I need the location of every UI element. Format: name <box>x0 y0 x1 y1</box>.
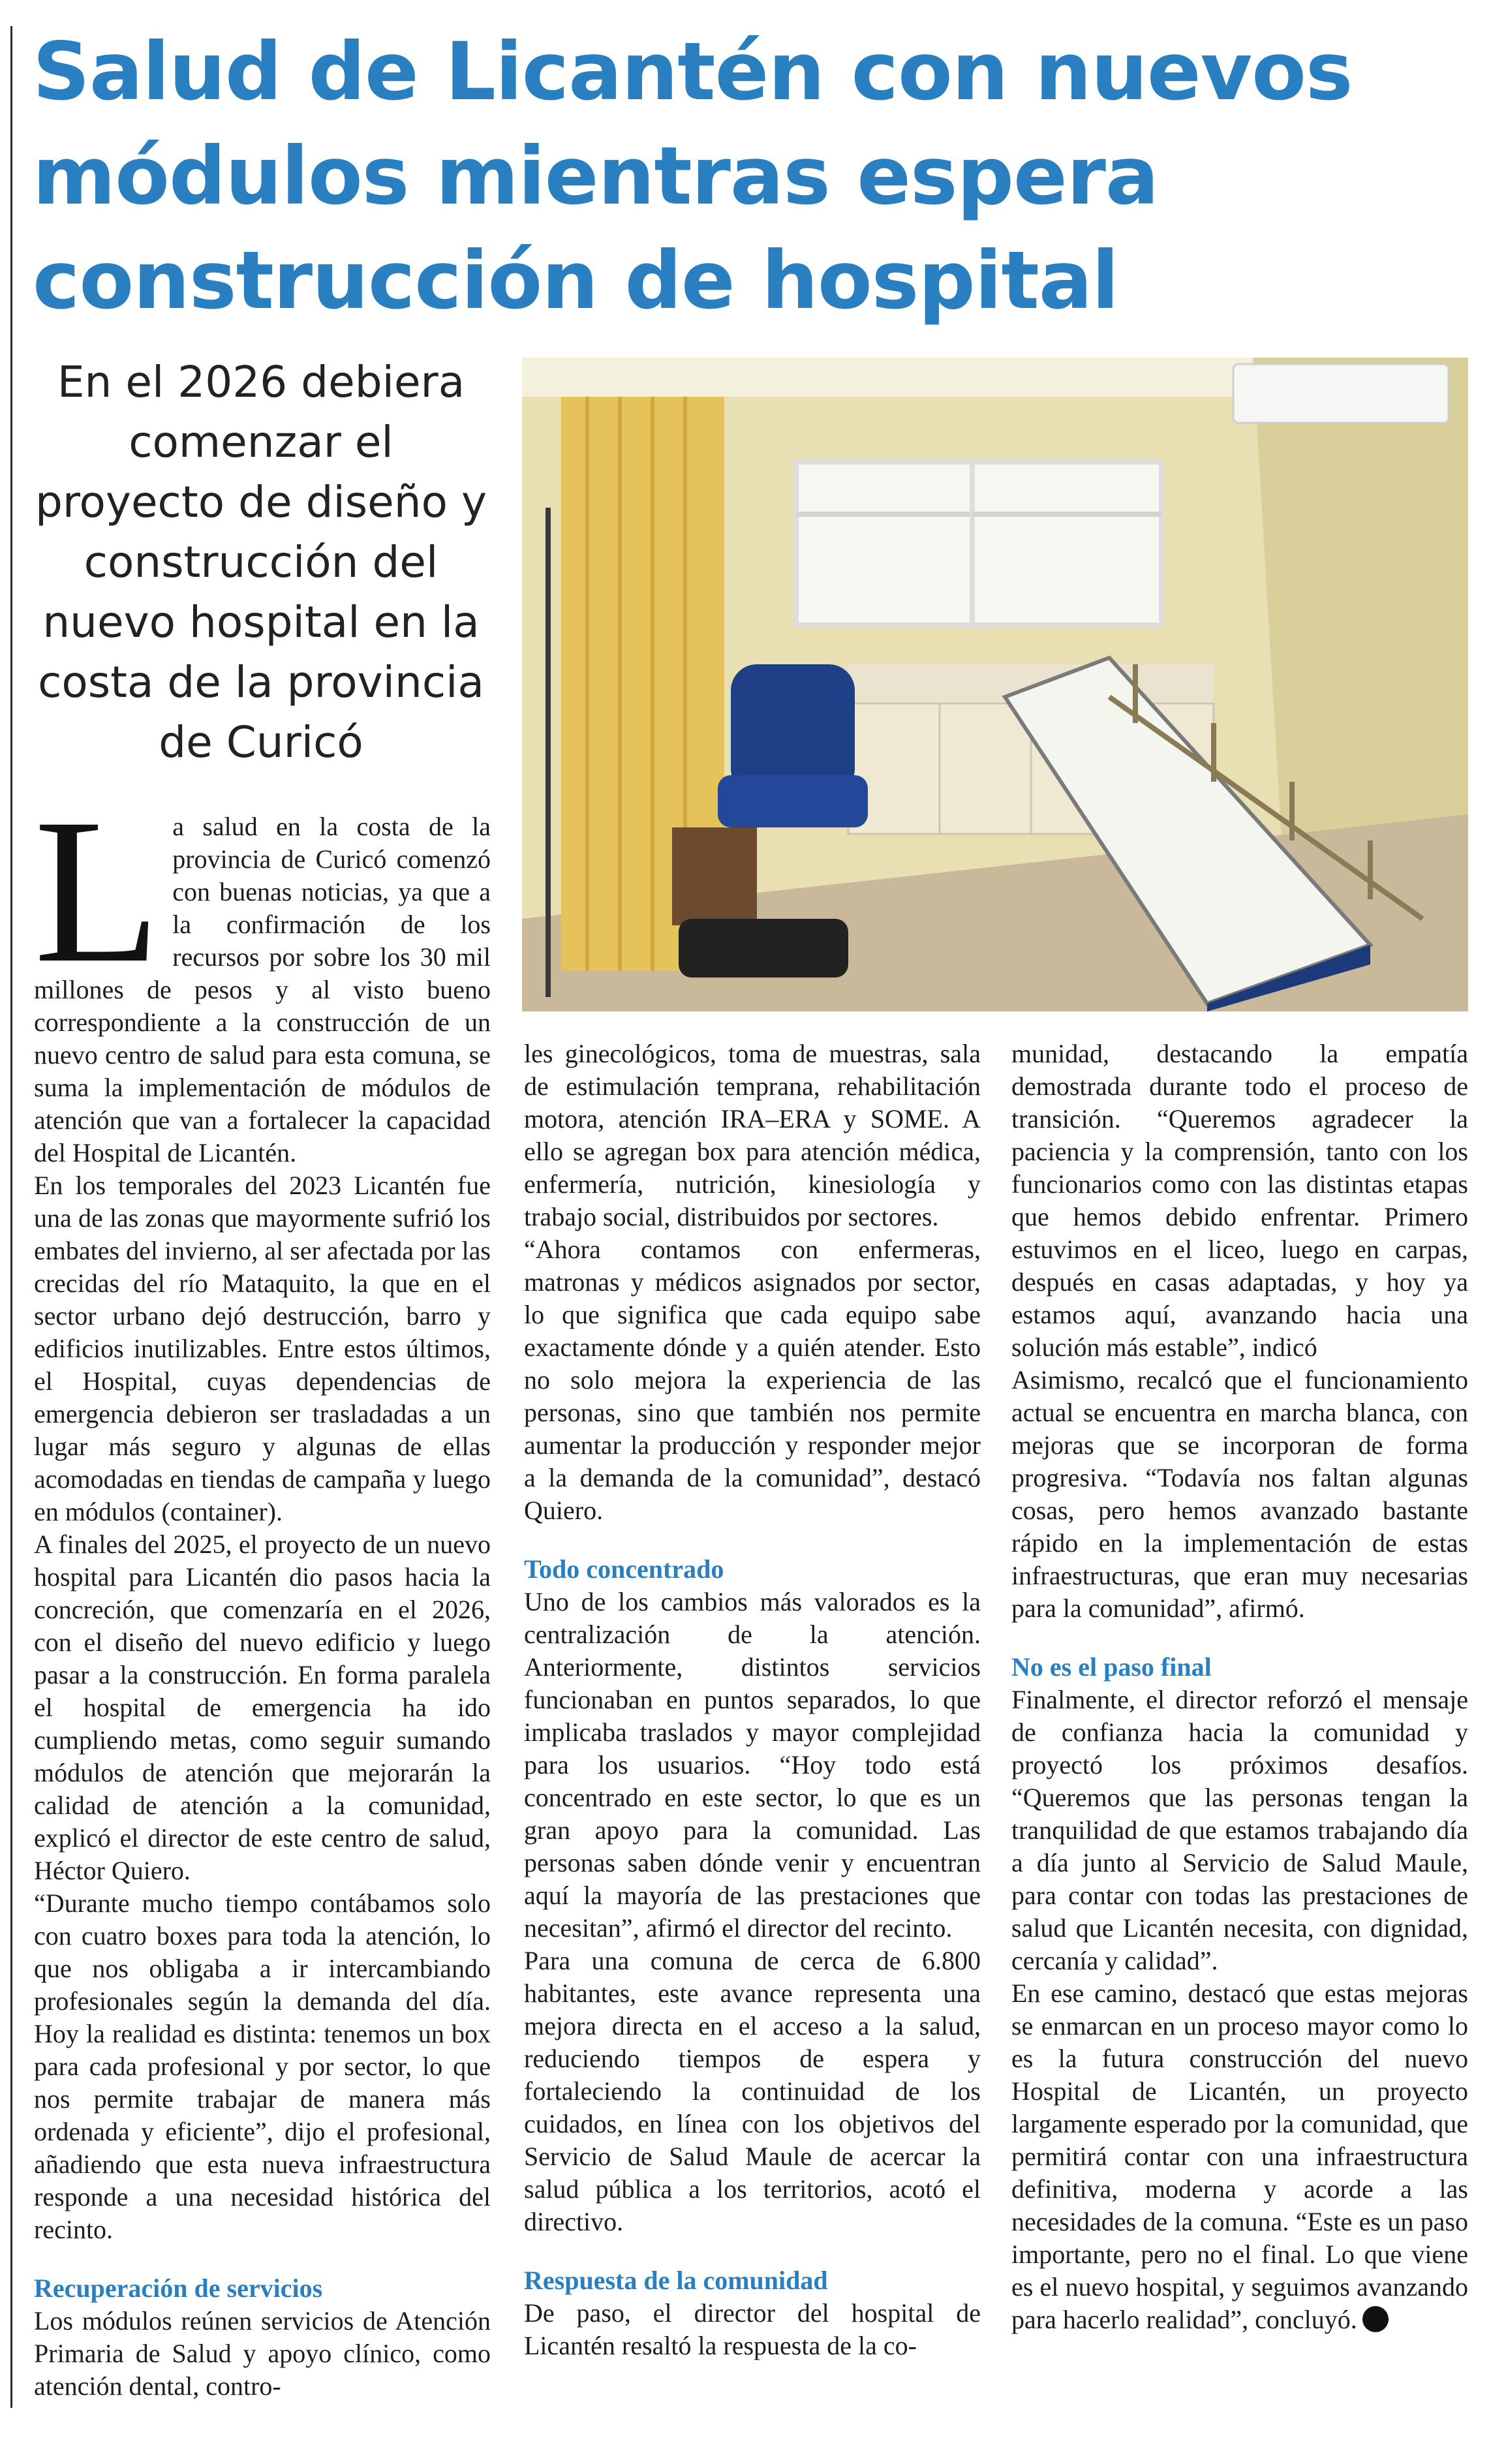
paragraph: munidad, destacando la empatía demostrada durante todo el proceso de transición. “Queremos agradecer la paciencia y la comprensión, tanto con los funcionarios como con las distintas etapas que hemos debido enfrentar. Primero estuvimos en el liceo, luego en carpas, después en casas adaptadas, y hoy ya estamos aquí, avanzando hacia una solución más estable”, indicó <box>1011 1039 1468 1362</box>
paragraph: les ginecológicos, toma de muestras, sala de estimulación temprana, rehabilitación motora, atención IRA–ERA y SOME. A ello se agregan box para atención médica, enfermería, nutrición, kinesiología y trabajo social, distribuidos por sectores. <box>524 1039 981 1231</box>
paragraph: En los temporales del 2023 Licantén fue una de las zonas que mayormente sufrió los embates del invierno, al ser afectada por las crecidas del río Mataquito, la que en el sector urbano dejó destrucción, barro y edificios inutilizables. Entre estos últimos, el Hospital, cuyas dependencias de emergencia debieron ser trasladadas a un lugar más seguro y algunas de ellas acomodadas en tiendas de campaña y luego en módulos (container). <box>34 1171 491 1526</box>
headline: Salud de Licantén con nuevos módulos mientras espera construcción de hospital <box>33 25 1353 327</box>
section-heading: No es el paso final <box>1011 1652 1212 1682</box>
paragraph: Los módulos reúnen servicios de Atención Primaria de Salud y apoyo clínico, como atención dental, contro- <box>34 2306 491 2401</box>
paragraph: “Ahora contamos con enfermeras, matronas y médicos asignados por sector, lo que significa que cada equipo sabe exactamente dónde y a quién atender. Esto no solo mejora la experiencia de las personas, sino que también nos permite aumentar la producción y responder mejor a la demanda de la comunidad”, destacó Quiero. <box>524 1235 981 1525</box>
section-heading: Recuperación de servicios <box>34 2273 323 2303</box>
clinic-room-illustration <box>522 358 1468 1011</box>
subheadline: En el 2026 debiera comenzar el proyecto de diseño y construcción del nuevo hospital en la costa de la provincia de Curicó <box>35 357 487 767</box>
article-column-2 <box>524 1038 981 2362</box>
section-heading: Todo concentrado <box>524 1554 724 1584</box>
paragraph: Finalmente, el director reforzó el mensaje de confianza hacia la comunidad y proyectó los próximos desafíos. “Queremos que las personas tengan la tranquilidad de que estamos trabajando día a día junto al Servicio de Salud Maule, para contar con todas las prestaciones de salud que Licantén necesita, con dignidad, cercanía y calidad”. <box>1011 1685 1468 1975</box>
article-column-1 <box>34 776 491 2403</box>
paragraph: De paso, el director del hospital de Licantén resaltó la respuesta de la co- <box>524 2298 981 2360</box>
paragraph: La salud en la costa de la provincia de Curicó comenzó con buenas noticias, ya que a la confirmación de los recursos por sobre los 30 mil millones de pesos y al visto bueno correspondiente a la construcción de un nuevo centro de salud para esta comuna, se suma la implementación de módulos de atención que van a fortalecer la capacidad del Hospital de Licantén. <box>34 776 491 1167</box>
paragraph: A finales del 2025, el proyecto de un nuevo hospital para Licantén dio pasos hacia la concreción, que comenzaría en el 2026, con el diseño del nuevo edificio y luego pasar a la construcción. En forma paralela el hospital de emergencia ha ido cumpliendo metas, como seguir sumando módulos de atención que mejorarán la calidad de atención a la comunidad, explicó el director de este centro de salud, Héctor Quiero. <box>34 1530 491 1885</box>
paragraph: Para una comuna de cerca de 6.800 habitantes, este avance representa una mejora directa en el acceso a la salud, reduciendo tiempos de espera y fortaleciendo la continuidad de los cuidados, en línea con los objetivos del Servicio de Salud Maule de acercar la salud pública a los territorios, acotó el directivo. <box>524 1946 981 2236</box>
section-heading: Respuesta de la comunidad <box>524 2266 828 2295</box>
clinic-room-photo <box>522 358 1468 1011</box>
column-rule <box>10 26 12 2408</box>
paragraph: En ese camino, destacó que estas mejoras se enmarcan en un proceso mayor como lo es la futura construcción del nuevo Hospital de Licantén, un proyecto largamente esperado por la comunidad, que permitirá contar con una infraestructura definitiva, moderna y acorde a las necesidades de la comuna. “Este es un paso importante, pero no el final. Lo que viene es el nuevo hospital, y seguimos avanzando para hacerlo realidad”, concluyó. <box>1011 1979 1468 2334</box>
paragraph: Asimismo, recalcó que el funcionamiento actual se encuentra en marcha blanca, con mejoras que se incorporan de forma progresiva. “Todavía nos faltan algunas cosas, pero hemos avanzado bastante rápido en la implementación de estas infraestructuras, que eran muy necesarias para la comunidad”, afirmó. <box>1011 1365 1468 1623</box>
paragraph: Uno de los cambios más valorados es la centralización de la atención. Anteriormente, distintos servicios funcionaban en puntos separados, lo que implicaba traslados y mayor complejidad para los usuarios. “Hoy todo está concentrado en este sector, lo que es un gran apoyo para la comunidad. Las personas saben dónde venir y encuentran aquí la mayoría de las prestaciones que necesitan”, afirmó el director del recinto. <box>524 1587 981 1943</box>
end-mark-icon <box>1362 2306 1389 2332</box>
article-column-3 <box>1011 1038 1468 2336</box>
drop-cap: L <box>34 776 161 1006</box>
paragraph: “Durante mucho tiempo contábamos solo con cuatro boxes para toda la atención, lo que nos obligaba a ir intercambiando profesionales según la demanda del día. Hoy la realidad es distinta: tenemos un box para cada profesional y por sector, lo que nos permite trabajar de manera más ordenada y eficiente”, dijo el profesional, añadiendo que esta nueva infraestructura responde a una necesidad histórica del recinto. <box>34 1888 491 2244</box>
